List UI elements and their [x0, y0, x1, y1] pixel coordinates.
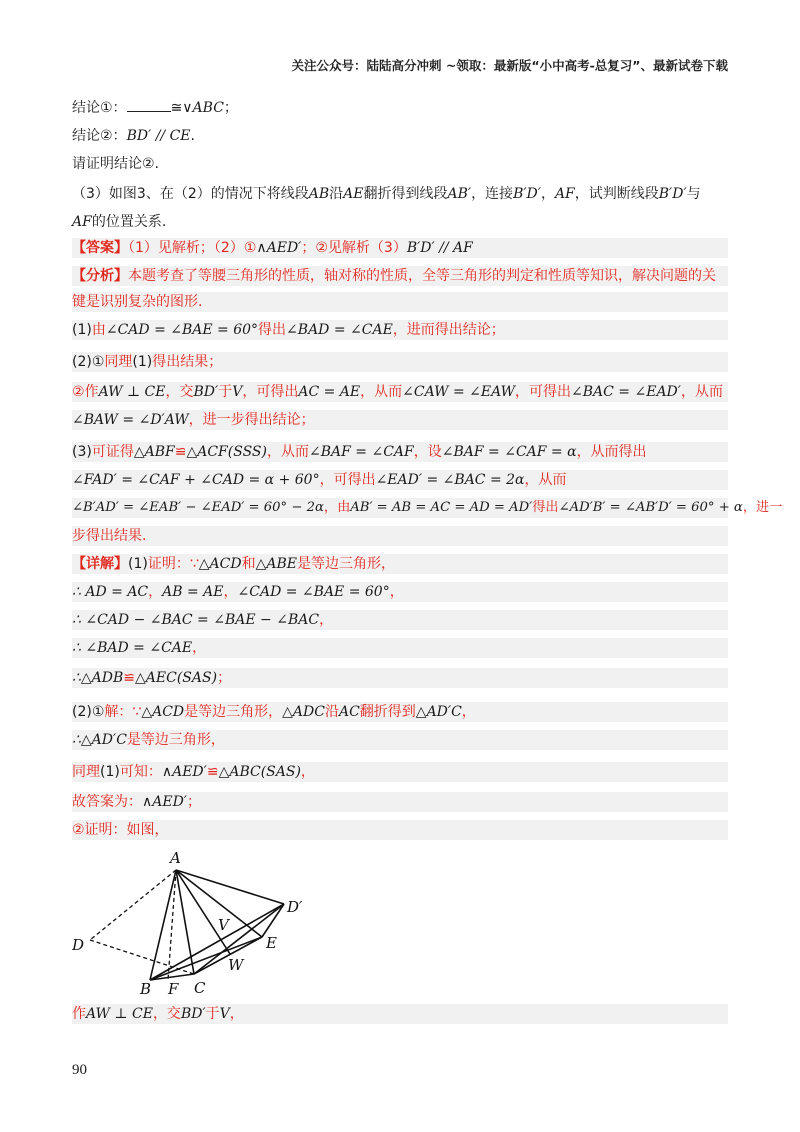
- detail-2-2-construction: 作AW ⊥ CE，交BD′于V，: [72, 1004, 728, 1024]
- detail-2-1-b: ∴△AD′C是等边三角形，: [72, 730, 728, 750]
- conclusion-1: 结论①： ≅∨ABC；: [72, 100, 238, 116]
- edge-DC-dashed: [90, 940, 194, 974]
- analysis-step-3-d: 步得出结果.: [72, 526, 728, 546]
- detail-1-e: ∴△ADB≌△AEC(SAS)；: [72, 668, 728, 688]
- detail-answer: 故答案为：∧AED′；: [72, 792, 728, 812]
- analysis-step-3-b: ∠FAD′ = ∠CAF + ∠CAD = α + 60°，可得出∠EAD′ = ∠BAC = 2α，从而: [72, 470, 728, 490]
- edge-AD-prime: [176, 870, 284, 904]
- question-3-line-2: AF的位置关系.: [72, 214, 167, 230]
- edge-AC: [176, 870, 194, 974]
- analysis-step-2-2-b: ∠BAW = ∠D′AW，进一步得出结论；: [72, 410, 728, 430]
- label-W: W: [228, 956, 244, 974]
- geometry-diagram: [72, 846, 308, 996]
- label-V: V: [218, 916, 229, 934]
- edge-AD-dashed: [90, 870, 176, 940]
- edge-AB: [150, 870, 176, 980]
- detail-2-1-c: 同理(1)可知：∧AED′≌△ABC(SAS)，: [72, 762, 728, 782]
- page-header: 关注公众号：陆陆高分冲刺 ~领取：最新版“小中高考-总复习”、最新试卷下载: [291, 58, 728, 73]
- detail-2-2-intro: ②证明：如图，: [72, 820, 728, 840]
- edge-BE: [150, 937, 262, 980]
- detail-1-b: ∴ AD = AC，AB = AE，∠CAD = ∠BAE = 60°，: [72, 582, 728, 602]
- detail-1-a: 【详解】(1)证明：∵△ACD和△ABE是等边三角形，: [72, 554, 728, 574]
- detail-2-1-a: (2)①解：∵△ACD是等边三角形，△ADC沿AC翻折得到△AD′C，: [72, 702, 728, 722]
- conclusion-2: 结论②：BD′ // CE.: [72, 128, 195, 144]
- label-F: F: [168, 980, 179, 996]
- label-A: A: [170, 849, 181, 867]
- answer-blank: [127, 98, 171, 112]
- detail-1-d: ∴ ∠BAD = ∠CAE，: [72, 638, 728, 658]
- analysis-step-2-2-a: ②作AW ⊥ CE，交BD′于V，可得出AC = AE，从而∠CAW = ∠EAW，可得出∠BAC = ∠EAD′，从而: [72, 382, 728, 402]
- label-B: B: [140, 980, 152, 996]
- answer-line: 【答案】（1）见解析；（2）①∧AED′；②见解析（3）B′D′ // AF: [72, 238, 728, 258]
- page-number: 90: [72, 1062, 87, 1078]
- label-D-prime: D′: [287, 898, 303, 916]
- prove-conclusion-2: 请证明结论②.: [72, 156, 160, 172]
- label-E: E: [266, 934, 277, 952]
- label-D: D: [72, 936, 85, 954]
- geometry-figure: [72, 846, 308, 996]
- edge-ED-prime: [262, 904, 284, 937]
- label-C: C: [194, 979, 206, 996]
- analysis-step-3-c: ∠B′AD′ = ∠EAB′ − ∠EAD′ = 60° − 2α，由AB′ = AB = AC = AD = AD′得出∠AD′B′ = ∠AB′D′ = 60° + α，进一: [72, 498, 728, 518]
- question-3-line-1: （3）如图3、在（2）的情况下将线段AB沿AE翻折得到线段AB′，连接B′D′，AF，试判断线段B′D′与: [72, 186, 701, 202]
- edge-BD-prime: [150, 904, 284, 980]
- analysis-line-1: 【分析】本题考查了等腰三角形的性质，轴对称的性质，全等三角形的判定和性质等知识，解决问题的关: [72, 266, 728, 286]
- detail-1-c: ∴ ∠CAD − ∠BAC = ∠BAE − ∠BAC，: [72, 610, 728, 630]
- analysis-step-2-1: (2)①同理(1)得出结果；: [72, 352, 728, 372]
- analysis-line-2: 键是识别复杂的图形.: [72, 292, 728, 312]
- analysis-step-1: (1)由∠CAD = ∠BAE = 60°得出∠BAD = ∠CAE，进而得出结论；: [72, 320, 728, 340]
- analysis-step-3-a: (3)可证得△ABF≌△ACF(SSS)，从而∠BAF = ∠CAF，设∠BAF = ∠CAF = α，从而得出: [72, 442, 728, 462]
- edge-AW: [176, 870, 230, 954]
